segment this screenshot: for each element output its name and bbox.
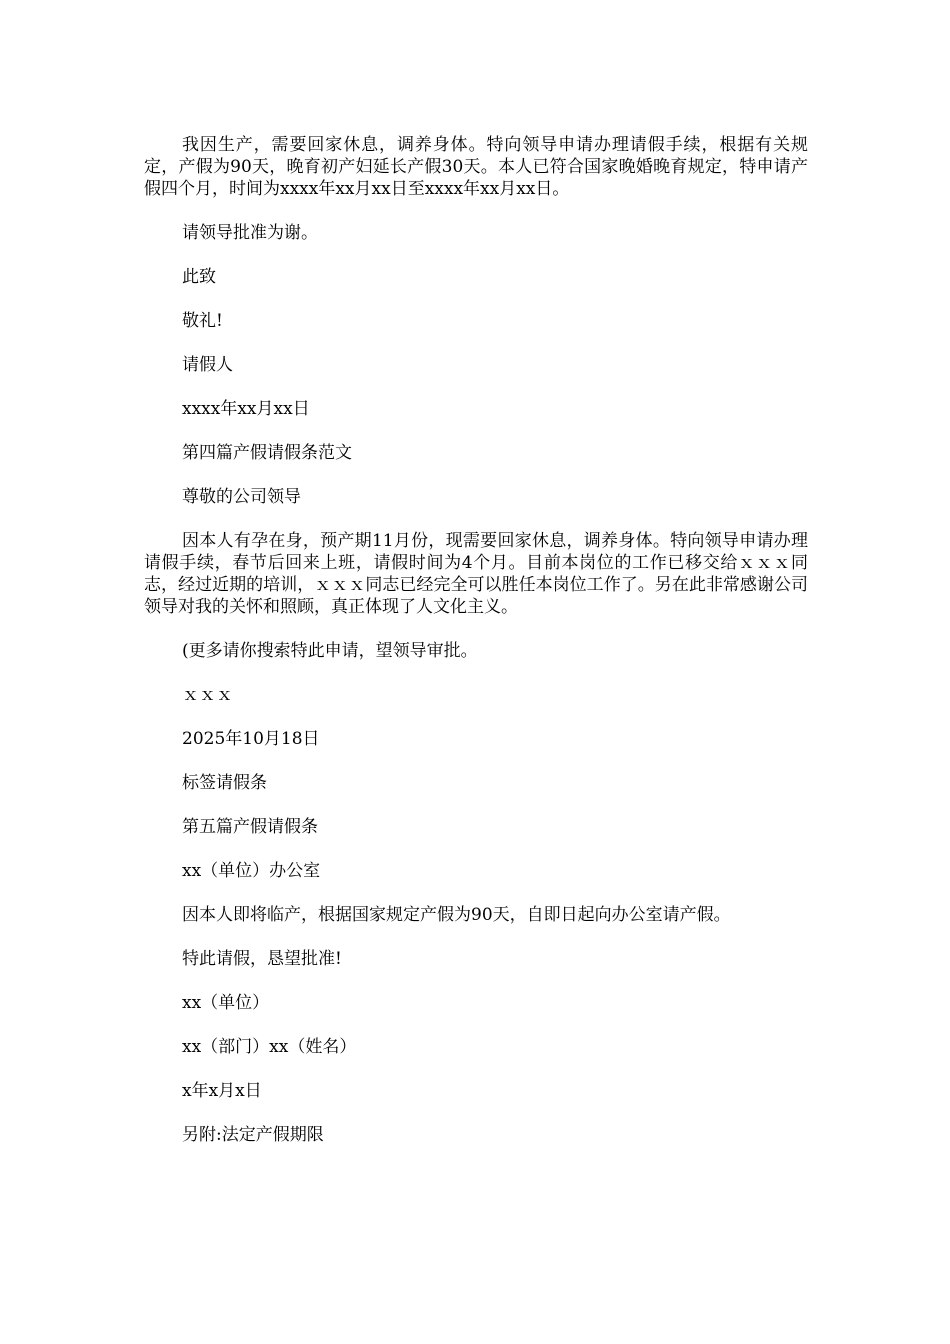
paragraph-signature-date: xxxx年xx月xx日 [182, 399, 310, 419]
paragraph-tags: 标签请假条 [182, 773, 267, 793]
paragraph-salutation: 尊敬的公司领导 [182, 487, 301, 507]
paragraph-date-placeholder: x年x月x日 [182, 1081, 262, 1101]
paragraph-closing-jingli: 敬礼! [182, 311, 223, 331]
paragraph-closing-cizhi: 此致 [182, 267, 216, 287]
paragraph-unit: xx（单位） [182, 993, 270, 1013]
section-heading-fifth: 第五篇产假请假条 [182, 817, 318, 837]
paragraph-pregnancy-leave: 因本人有孕在身，预产期11月份，现需要回家休息，调养身体。特向领导申请办理请假手续，春节后回来上班，请假时间为4个月。目前本岗位的工作已移交给ｘｘｘ同志，经过近期的培训，ｘｘｘ同志已经完全可以胜任本岗位工作了。另在此非常感谢公司领导对我的关怀和照顾，真正体现了人文化主义。 [144, 531, 808, 617]
paragraph-addressee-office: xx（单位）办公室 [182, 861, 321, 881]
paragraph-signer-label: 请假人 [182, 355, 233, 375]
paragraph-leave-reason: 因本人即将临产，根据国家规定产假为90天，自即日起向办公室请产假。 [182, 905, 731, 925]
section-heading-fourth: 第四篇产假请假条范文 [182, 443, 352, 463]
paragraph-department-name: xx（部门）xx（姓名） [182, 1037, 357, 1057]
paragraph-more-search: (更多请你搜索特此申请，望领导审批。 [182, 641, 478, 661]
paragraph-date: 2025年10月18日 [182, 729, 320, 749]
paragraph-approval-request: 特此请假，恳望批准! [182, 949, 342, 969]
paragraph-signer-name: ｘｘｘ [182, 685, 233, 705]
paragraph-maternity-request: 我因生产，需要回家休息，调养身体。特向领导申请办理请假手续，根据有关规定，产假为90天，晚育初产妇延长产假30天。本人已符合国家晚婚晚育规定，特申请产假四个月，时间为xxxx年xx月xx日至xxxx年xx月xx日。 [144, 135, 808, 199]
document-body [144, 134, 808, 1168]
paragraph-request-approval: 请领导批准为谢。 [182, 223, 318, 243]
paragraph-appendix-heading: 另附:法定产假期限 [182, 1125, 324, 1145]
